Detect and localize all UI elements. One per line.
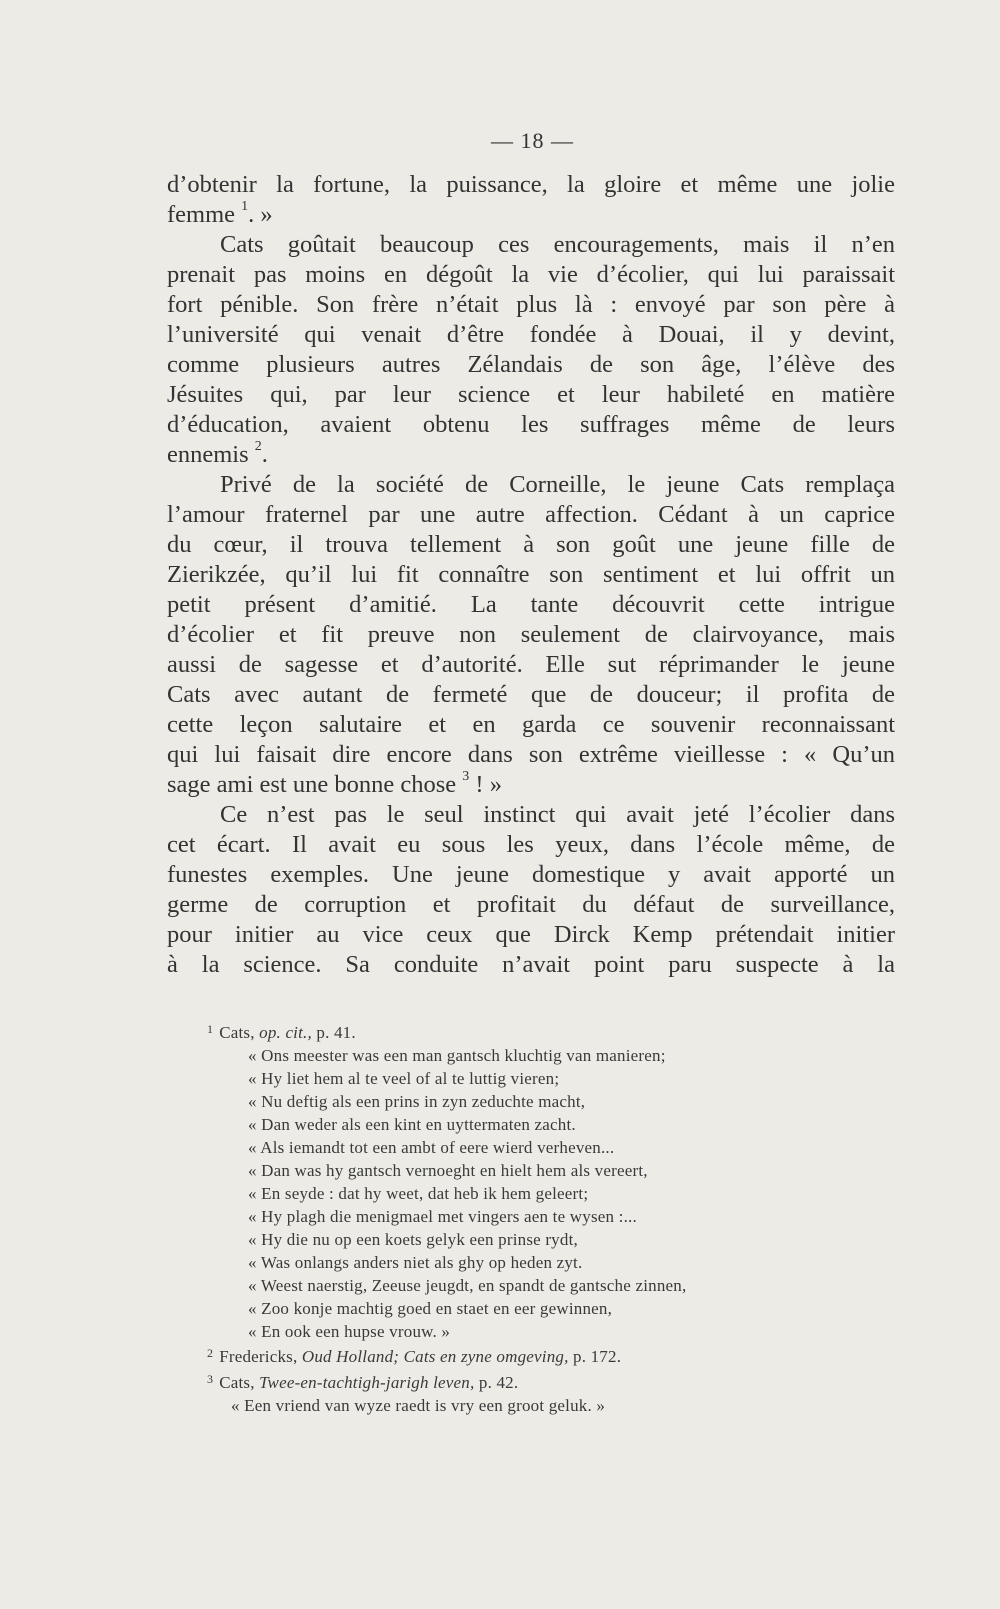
text-line: prenait pas moins en dégoût la vie d’écolier, qui lui paraissait	[167, 261, 895, 288]
text-line: sage ami est une bonne chose $^3$ ! »	[167, 768, 502, 798]
text-line: du cœur, il trouva tellement à son goût une jeune fille de	[167, 531, 895, 558]
verse-line: « Was onlangs anders niet als ghy op heden zyt.	[248, 1253, 583, 1272]
text-line: cet écart. Il avait eu sous les yeux, dans l’école même, de	[167, 831, 895, 858]
footnote-marker: 1	[207, 1022, 214, 1036]
footnote-3: $^3$ Cats, Twee-en-tachtigh-jarigh leven, p. 42.	[207, 1372, 519, 1392]
text-line: Zierikzée, qu’il lui fit connaître son sentiment et lui offrit un	[167, 561, 895, 588]
verse-line: « Weest naerstig, Zeeuse jeugdt, en spandt de gantsche zinnen,	[248, 1276, 687, 1295]
text-line: d’obtenir la fortune, la puissance, la gloire et même une jolie	[167, 171, 895, 198]
text-line: l’amour fraternel par une autre affection. Cédant à un caprice	[167, 501, 895, 528]
footnote-2: $^2$ Fredericks, Oud Holland; Cats en zyne omgeving, p. 172.	[207, 1346, 622, 1366]
verse-line: « Dan weder als een kint en uyttermaten zacht.	[248, 1115, 576, 1134]
page-number: — 18 —	[491, 128, 574, 153]
verse-line: « Zoo konje machtig goed en staet en eer gewinnen,	[248, 1299, 613, 1318]
verse-line: « En seyde : dat hy weet, dat heb ik hem geleert;	[248, 1184, 589, 1203]
verse-line: « Hy plagh die menigmael met vingers aen te wysen :...	[248, 1207, 637, 1226]
verse-line: « En ook een hupse vrouw. »	[248, 1322, 451, 1341]
footnote-ref: 2	[254, 438, 262, 454]
text-line: pour initier au vice ceux que Dirck Kemp prétendait initier	[167, 921, 895, 948]
verse-line: « Hy liet hem al te veel of al te luttig vieren;	[248, 1069, 560, 1088]
footnote-1: $^1$ Cats, op. cit., p. 41.	[207, 1022, 356, 1042]
text-line: Jésuites qui, par leur science et leur habileté en matière	[167, 381, 895, 408]
text-line: qui lui faisait dire encore dans son extrême vieillesse : « Qu’un	[167, 741, 895, 768]
text-line: l’université qui venait d’être fondée à Douai, il y devint,	[167, 321, 895, 348]
text-line: Cats goûtait beaucoup ces encouragements, mais il n’en	[220, 231, 895, 258]
text-line: aussi de sagesse et d’autorité. Elle sut réprimander le jeune	[167, 651, 895, 678]
verse-line: « Nu deftig als een prins in zyn zeduchte macht,	[248, 1092, 586, 1111]
text-line: Ce n’est pas le seul instinct qui avait jeté l’écolier dans	[220, 801, 895, 828]
text-line: femme $^1$. »	[167, 198, 273, 228]
text-line: d’écolier et fit preuve non seulement de clairvoyance, mais	[167, 621, 895, 648]
text-line: comme plusieurs autres Zélandais de son âge, l’élève des	[167, 351, 895, 378]
text-line: Cats avec autant de fermeté que de douceur; il profita de	[167, 681, 895, 708]
footnote-marker: 2	[207, 1346, 214, 1360]
verse-line: « Hy die nu op een koets gelyk een prinse rydt,	[248, 1230, 578, 1249]
text-line: germe de corruption et profitait du défaut de surveillance,	[167, 891, 895, 918]
text-line: petit présent d’amitié. La tante découvrit cette intrigue	[167, 591, 895, 618]
text-line: à la science. Sa conduite n’avait point paru suspecte à la	[167, 951, 895, 978]
footnote-3-quote: « Een vriend van wyze raedt is vry een groot geluk. »	[231, 1396, 606, 1415]
footnote-ref: 1	[241, 198, 249, 214]
verse-line: « Als iemandt tot een ambt of eere wierd verheven...	[248, 1138, 615, 1157]
verse-line: « Dan was hy gantsch vernoeght en hielt hem als vereert,	[248, 1161, 648, 1180]
footnote-marker: 3	[207, 1372, 214, 1386]
text-line: cette leçon salutaire et en garda ce souvenir reconnaissant	[167, 711, 895, 738]
text-line: Privé de la société de Corneille, le jeune Cats remplaça	[220, 471, 895, 498]
text-line: ennemis $^2$.	[167, 438, 268, 468]
footnote-ref: 3	[462, 768, 470, 784]
text-line: funestes exemples. Une jeune domestique y avait apporté un	[167, 861, 895, 888]
text-line: fort pénible. Son frère n’était plus là : envoyé par son père à	[167, 291, 895, 318]
verse-line: « Ons meester was een man gantsch kluchtig van manieren;	[248, 1046, 666, 1065]
text-line: d’éducation, avaient obtenu les suffrages même de leurs	[167, 411, 895, 438]
